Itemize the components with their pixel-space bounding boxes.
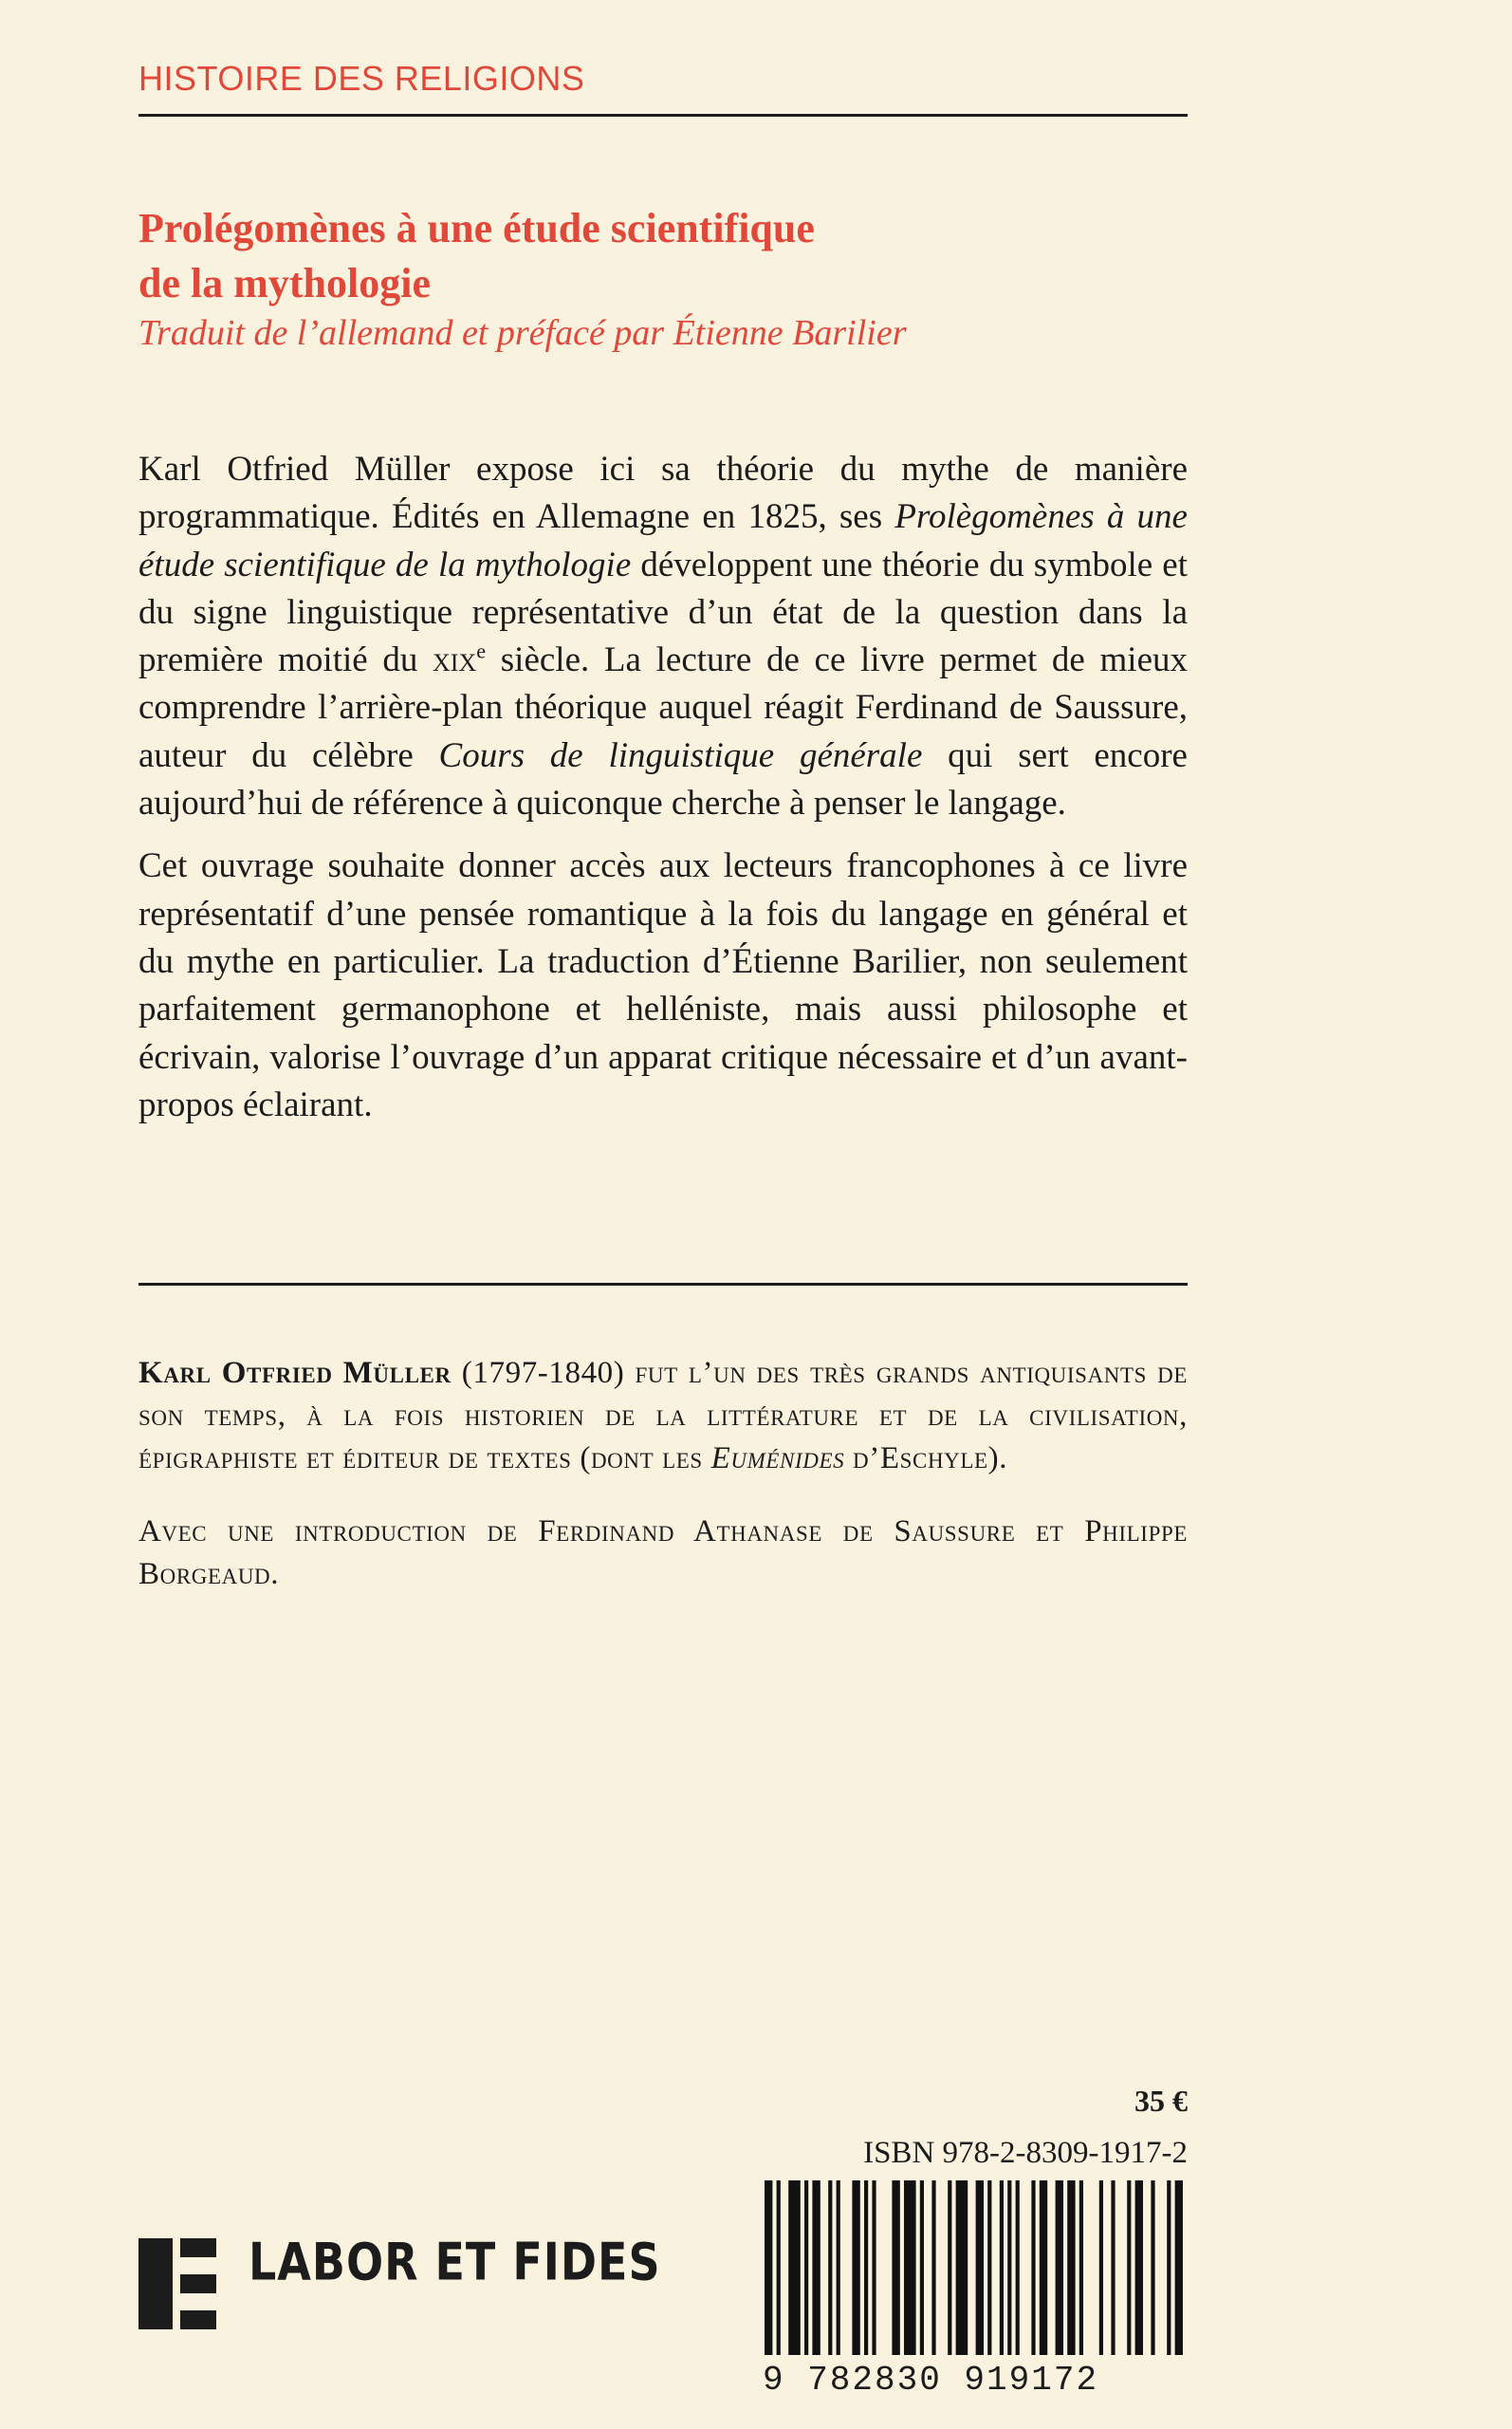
barcode-bar [1056, 2180, 1063, 2355]
barcode-bar [812, 2180, 820, 2355]
barcode-bar [1000, 2180, 1004, 2355]
blurb-text: Karl Otfried Müller expose ici sa théorie du mythe de manière programmatique. Édités en Allemagne en 1825, ses [138, 450, 1188, 537]
top-divider [138, 114, 1188, 117]
barcode-bar [837, 2180, 840, 2355]
barcode-bar [1007, 2180, 1011, 2355]
barcode-bar [987, 2180, 991, 2355]
title-line-2: de la mythologie [138, 260, 431, 306]
work-title: Euménides [710, 1441, 845, 1475]
bio-text: (1797-1840) fut l’un des très grands antiquisants de son temps, à la fois historien de la littérature et de la civilisation, épigraphiste et éditeur de textes (dont les [138, 1356, 1188, 1475]
barcode-bar [904, 2180, 916, 2355]
barcode-bar [1079, 2180, 1083, 2355]
barcode-bar [920, 2180, 924, 2355]
barcode-bar [976, 2180, 984, 2355]
barcode-bar [828, 2180, 832, 2355]
barcode-bar [1135, 2180, 1143, 2355]
bio-text: d’Eschyle). [844, 1441, 1008, 1475]
middle-divider [138, 1283, 1188, 1286]
bio-paragraph-2: Avec une introduction de Ferdinand Athanase de Saussure et Philippe Borgeaud. [138, 1514, 1188, 1591]
barcode-bar [956, 2180, 968, 2355]
barcode-bar [1016, 2180, 1020, 2355]
century-numeral: xix [433, 640, 477, 680]
barcode-bar [1151, 2180, 1154, 2355]
barcode-bar [948, 2180, 951, 2355]
author-bio [138, 1352, 1188, 1596]
blurb-text: qui sert encore aujourd’hui de référence à quiconque cherche à penser le langage. [138, 735, 1188, 824]
barcode-bar [788, 2180, 801, 2355]
blurb-paragraph-2: Cet ouvrage souhaite donner accès aux lecteurs francophones à ce livre représentatif d’une pensée romantique à la fois du langage en général et du mythe en particulier. La traduction d’Étienne Barilier, non seulement parfaitement germanophone et helléniste, mais aussi philosophe et écrivain, valorise l’ouvrage d’un apparat critique nécessaire et d’un avant-propos éclairant. [138, 846, 1188, 1124]
barcode-bar [1127, 2180, 1131, 2355]
barcode-bar [1040, 2180, 1047, 2355]
blurb-text: siècle. La lecture de ce livre permet de mieux comprendre l’arrière-plan théorique auquel réagit Ferdinand de Saussure, auteur du célèbre [138, 640, 1188, 775]
barcode-bar [852, 2180, 859, 2355]
barcode-bar [1067, 2180, 1075, 2355]
barcode [763, 2180, 1188, 2355]
barcode-bar [1099, 2180, 1103, 2355]
barcode-bar [931, 2180, 935, 2355]
barcode-bar [872, 2180, 876, 2355]
barcode-bar [1167, 2180, 1171, 2355]
barcode-bar [804, 2180, 808, 2355]
barcode-bar [1175, 2180, 1183, 2355]
barcode-bar [892, 2180, 899, 2355]
barcode-bar [864, 2180, 868, 2355]
barcode-bar [777, 2180, 781, 2355]
bio-paragraph-1 [138, 1352, 1188, 1480]
series-label: HISTOIRE DES RELIGIONS [138, 59, 585, 98]
translator-credit: Traduit de l’allemand et préfacé par Étienne Barilier [138, 313, 907, 353]
blurb [138, 446, 1188, 1129]
barcode-bar [765, 2180, 772, 2355]
price: 35 € [1134, 2084, 1188, 2118]
blurb-paragraph-1 [138, 446, 1188, 827]
barcode-bar [1111, 2180, 1115, 2355]
work-title: Prolègomènes à une étude scientifique de la mythologie [138, 497, 1188, 584]
century-suffix: e [476, 639, 487, 663]
publisher-logo-icon [138, 2238, 216, 2329]
blurb-text: développent une théorie du symbole et du signe linguistique représentative d’un état de la question dans la première moitié du [138, 545, 1189, 680]
barcode-bar [1031, 2180, 1035, 2355]
title-line-1: Prolégomènes à une étude scientifique [138, 205, 815, 251]
publisher-name: LABOR ET FIDES [249, 2232, 661, 2292]
author-name: Karl Otfried Müller [138, 1356, 452, 1390]
barcode-digits: 9 782830 919172 [763, 2361, 1099, 2400]
book-title [138, 201, 1188, 311]
back-cover [138, 0, 1188, 2429]
isbn: ISBN 978-2-8309-1917-2 [863, 2136, 1188, 2170]
work-title: Cours de linguistique générale [438, 735, 923, 775]
